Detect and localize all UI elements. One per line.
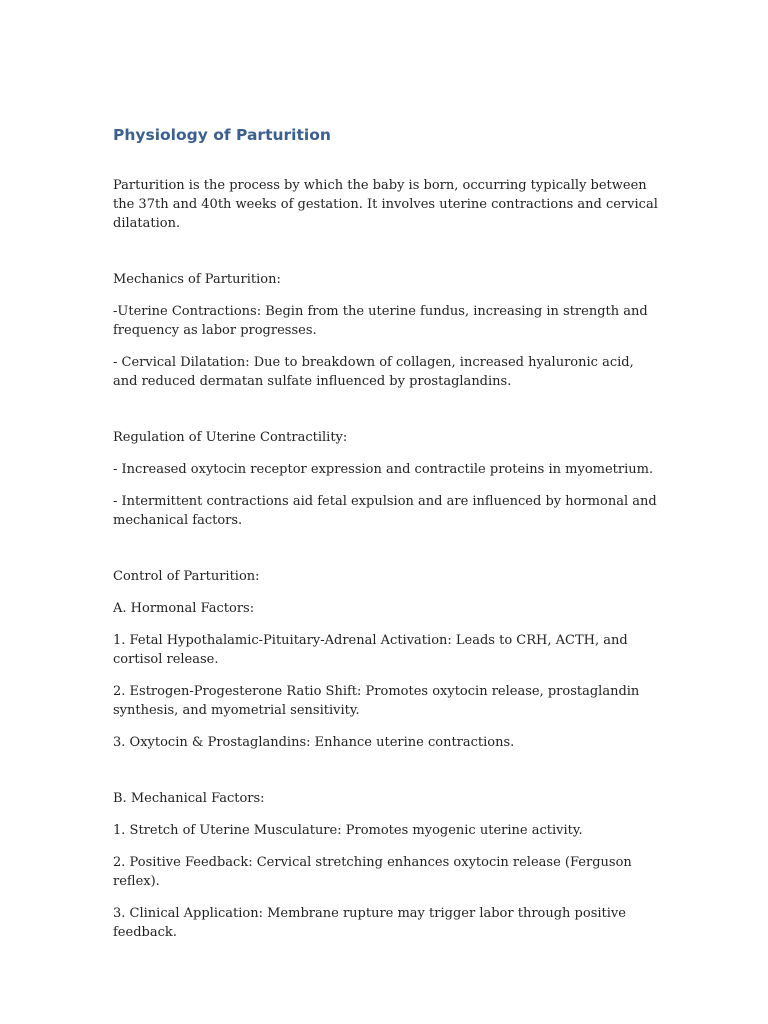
mechanical-heading: B. Mechanical Factors: bbox=[113, 791, 265, 806]
hormonal-heading: A. Hormonal Factors: bbox=[113, 601, 255, 616]
mechanics-heading: Mechanics of Parturition: bbox=[113, 272, 281, 287]
document-body bbox=[113, 124, 658, 955]
mechanical-item: 2. Positive Feedback: Cervical stretching enhances oxytocin release (Ferguson reflex). bbox=[113, 855, 632, 889]
hormonal-item: 2. Estrogen-Progesterone Ratio Shift: Promotes oxytocin release, prostaglandin synthesis, and myometrial sensitivity. bbox=[113, 684, 640, 718]
mechanics-item: -Uterine Contractions: Begin from the uterine fundus, increasing in strength and frequency as labor progresses. bbox=[113, 304, 648, 338]
control-heading: Control of Parturition: bbox=[113, 569, 260, 584]
mechanics-item: - Cervical Dilatation: Due to breakdown of collagen, increased hyaluronic acid, and reduced dermatan sulfate influenced by prostaglandins. bbox=[113, 355, 634, 389]
hormonal-item: 1. Fetal Hypothalamic-Pituitary-Adrenal Activation: Leads to CRH, ACTH, and cortisol release. bbox=[113, 633, 628, 667]
regulation-item: - Increased oxytocin receptor expression and contractile proteins in myometrium. bbox=[113, 462, 654, 477]
regulation-item: - Intermittent contractions aid fetal expulsion and are influenced by hormonal and mechanical factors. bbox=[113, 494, 657, 528]
regulation-heading: Regulation of Uterine Contractility: bbox=[113, 430, 348, 445]
mechanical-item: 1. Stretch of Uterine Musculature: Promotes myogenic uterine activity. bbox=[113, 823, 583, 838]
intro-paragraph: Parturition is the process by which the baby is born, occurring typically between the 37th and 40th weeks of gestation. It involves uterine contractions and cervical dilatation. bbox=[113, 178, 658, 231]
document-title: Physiology of Parturition bbox=[113, 126, 331, 144]
hormonal-item: 3. Oxytocin & Prostaglandins: Enhance uterine contractions. bbox=[113, 735, 515, 750]
mechanical-item: 3. Clinical Application: Membrane rupture may trigger labor through positive feedback. bbox=[113, 906, 626, 940]
